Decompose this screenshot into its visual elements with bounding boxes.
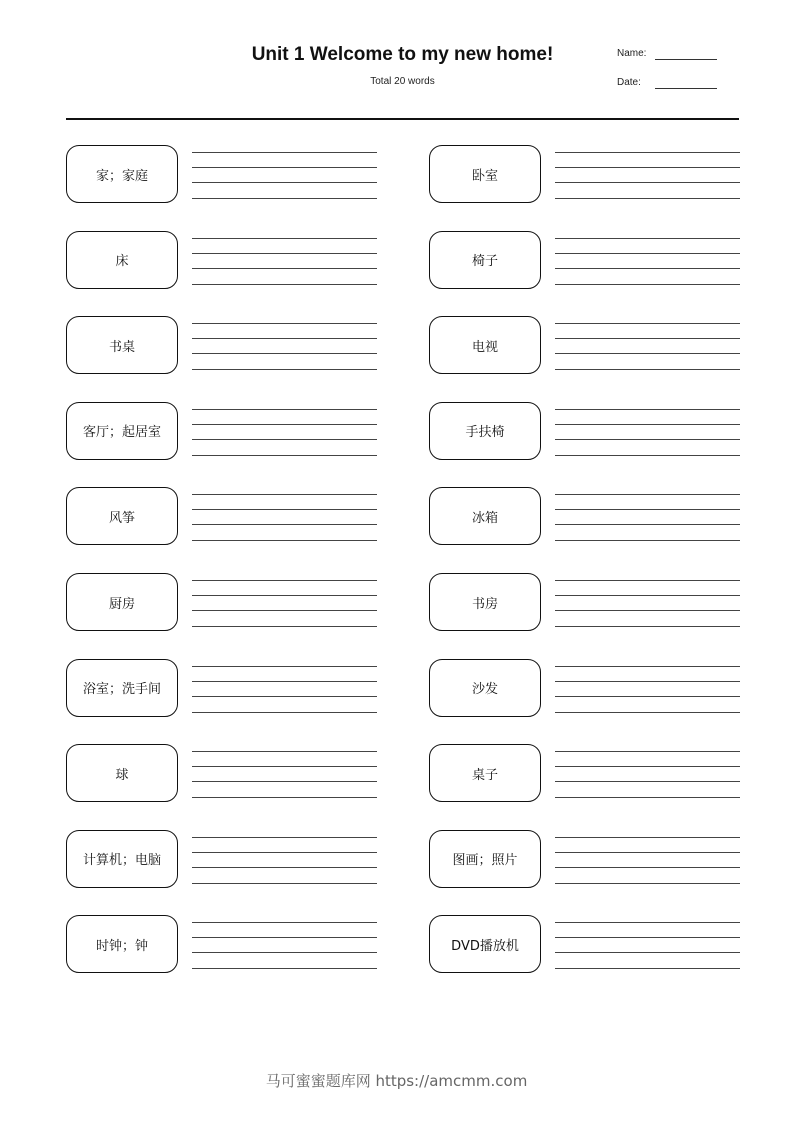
writing-line bbox=[555, 681, 740, 682]
writing-line bbox=[555, 284, 740, 285]
writing-line bbox=[192, 540, 377, 541]
writing-line bbox=[192, 509, 377, 510]
writing-line bbox=[192, 766, 377, 767]
writing-line bbox=[555, 353, 740, 354]
writing-line bbox=[192, 968, 377, 969]
word-card-label: 计算机；电脑 bbox=[82, 853, 161, 869]
word-card bbox=[66, 402, 178, 460]
writing-line bbox=[192, 409, 377, 410]
writing-line bbox=[192, 696, 377, 697]
writing-line bbox=[555, 952, 740, 953]
writing-line bbox=[555, 883, 740, 884]
writing-line bbox=[192, 610, 377, 611]
word-card bbox=[66, 487, 178, 545]
writing-line bbox=[192, 338, 377, 339]
writing-line bbox=[555, 268, 740, 269]
writing-line bbox=[192, 268, 377, 269]
writing-line bbox=[555, 610, 740, 611]
word-card bbox=[66, 145, 178, 203]
word-card bbox=[66, 659, 178, 717]
word-card-label: 浴室；洗手间 bbox=[82, 682, 161, 698]
word-card-label: 书房 bbox=[471, 596, 498, 612]
footer-watermark: 马可蜜蜜题库网 https://amcmm.com bbox=[265, 1072, 528, 1090]
writing-line bbox=[555, 509, 740, 510]
writing-line bbox=[555, 323, 740, 324]
writing-line bbox=[192, 524, 377, 525]
writing-line bbox=[555, 369, 740, 370]
writing-line bbox=[192, 580, 377, 581]
word-card-label: 家；家庭 bbox=[95, 168, 148, 184]
writing-line bbox=[555, 781, 740, 782]
writing-line bbox=[555, 626, 740, 627]
writing-line bbox=[555, 666, 740, 667]
writing-line bbox=[192, 439, 377, 440]
word-card bbox=[429, 573, 541, 631]
writing-line bbox=[555, 409, 740, 410]
word-card bbox=[429, 231, 541, 289]
writing-line bbox=[555, 766, 740, 767]
writing-line bbox=[555, 852, 740, 853]
word-card bbox=[66, 744, 178, 802]
writing-line bbox=[555, 867, 740, 868]
writing-line bbox=[555, 712, 740, 713]
writing-line bbox=[192, 867, 377, 868]
word-count: Total 20 words bbox=[370, 76, 435, 87]
writing-line bbox=[555, 439, 740, 440]
writing-line bbox=[192, 369, 377, 370]
name-label: Name: bbox=[617, 48, 647, 59]
writing-line bbox=[192, 424, 377, 425]
writing-line bbox=[192, 751, 377, 752]
word-card-label: 桌子 bbox=[471, 767, 498, 783]
writing-line bbox=[555, 937, 740, 938]
writing-line bbox=[555, 494, 740, 495]
word-card-label: 卧室 bbox=[471, 168, 498, 184]
word-card bbox=[66, 316, 178, 374]
writing-line bbox=[555, 238, 740, 239]
writing-line bbox=[192, 937, 377, 938]
writing-line bbox=[192, 922, 377, 923]
page-title: Unit 1 Welcome to my new home! bbox=[251, 44, 554, 65]
word-card-label: DVD播放机 bbox=[451, 938, 519, 954]
word-card bbox=[429, 659, 541, 717]
writing-line bbox=[192, 712, 377, 713]
writing-line bbox=[192, 253, 377, 254]
word-card-label: 球 bbox=[115, 767, 129, 783]
writing-line bbox=[555, 595, 740, 596]
writing-line bbox=[192, 666, 377, 667]
header-divider bbox=[66, 118, 739, 120]
writing-line bbox=[192, 883, 377, 884]
word-card bbox=[66, 915, 178, 973]
word-card-label: 冰箱 bbox=[471, 510, 498, 526]
word-card bbox=[429, 830, 541, 888]
writing-line bbox=[555, 152, 740, 153]
word-card-label: 椅子 bbox=[471, 254, 498, 270]
writing-line bbox=[192, 167, 377, 168]
writing-line bbox=[192, 152, 377, 153]
writing-line bbox=[555, 338, 740, 339]
word-card bbox=[429, 402, 541, 460]
word-card bbox=[66, 573, 178, 631]
writing-line bbox=[555, 797, 740, 798]
word-card bbox=[429, 316, 541, 374]
writing-line bbox=[192, 353, 377, 354]
word-card-label: 图画；照片 bbox=[452, 853, 518, 869]
name-field-line bbox=[655, 59, 717, 60]
writing-line bbox=[192, 781, 377, 782]
writing-line bbox=[192, 323, 377, 324]
word-card-label: 床 bbox=[115, 254, 129, 270]
word-card-label: 手扶椅 bbox=[465, 425, 505, 441]
word-card-label: 沙发 bbox=[471, 682, 498, 698]
word-card-label: 时钟；钟 bbox=[95, 938, 148, 954]
word-card-label: 电视 bbox=[471, 339, 498, 355]
writing-line bbox=[192, 455, 377, 456]
writing-line bbox=[555, 751, 740, 752]
writing-line bbox=[192, 797, 377, 798]
writing-line bbox=[555, 167, 740, 168]
word-card-label: 书桌 bbox=[108, 339, 135, 355]
word-card bbox=[66, 231, 178, 289]
writing-line bbox=[555, 524, 740, 525]
writing-line bbox=[555, 540, 740, 541]
word-card bbox=[429, 487, 541, 545]
writing-line bbox=[555, 182, 740, 183]
writing-line bbox=[192, 238, 377, 239]
date-label: Date: bbox=[617, 77, 641, 88]
word-card-label: 风筝 bbox=[108, 510, 135, 526]
writing-line bbox=[555, 580, 740, 581]
writing-line bbox=[192, 681, 377, 682]
word-card bbox=[66, 830, 178, 888]
writing-line bbox=[555, 837, 740, 838]
word-card bbox=[429, 145, 541, 203]
date-field-line bbox=[655, 88, 717, 89]
writing-line bbox=[192, 852, 377, 853]
writing-line bbox=[192, 952, 377, 953]
writing-line bbox=[555, 455, 740, 456]
writing-line bbox=[192, 626, 377, 627]
writing-line bbox=[192, 595, 377, 596]
writing-line bbox=[192, 494, 377, 495]
word-card-label: 厨房 bbox=[108, 596, 135, 612]
writing-line bbox=[192, 198, 377, 199]
writing-line bbox=[555, 968, 740, 969]
writing-line bbox=[555, 198, 740, 199]
word-card bbox=[429, 915, 541, 973]
writing-line bbox=[555, 696, 740, 697]
writing-line bbox=[555, 253, 740, 254]
writing-line bbox=[192, 284, 377, 285]
writing-line bbox=[192, 182, 377, 183]
writing-line bbox=[192, 837, 377, 838]
writing-line bbox=[555, 922, 740, 923]
word-card bbox=[429, 744, 541, 802]
word-card-label: 客厅；起居室 bbox=[82, 425, 161, 441]
writing-line bbox=[555, 424, 740, 425]
